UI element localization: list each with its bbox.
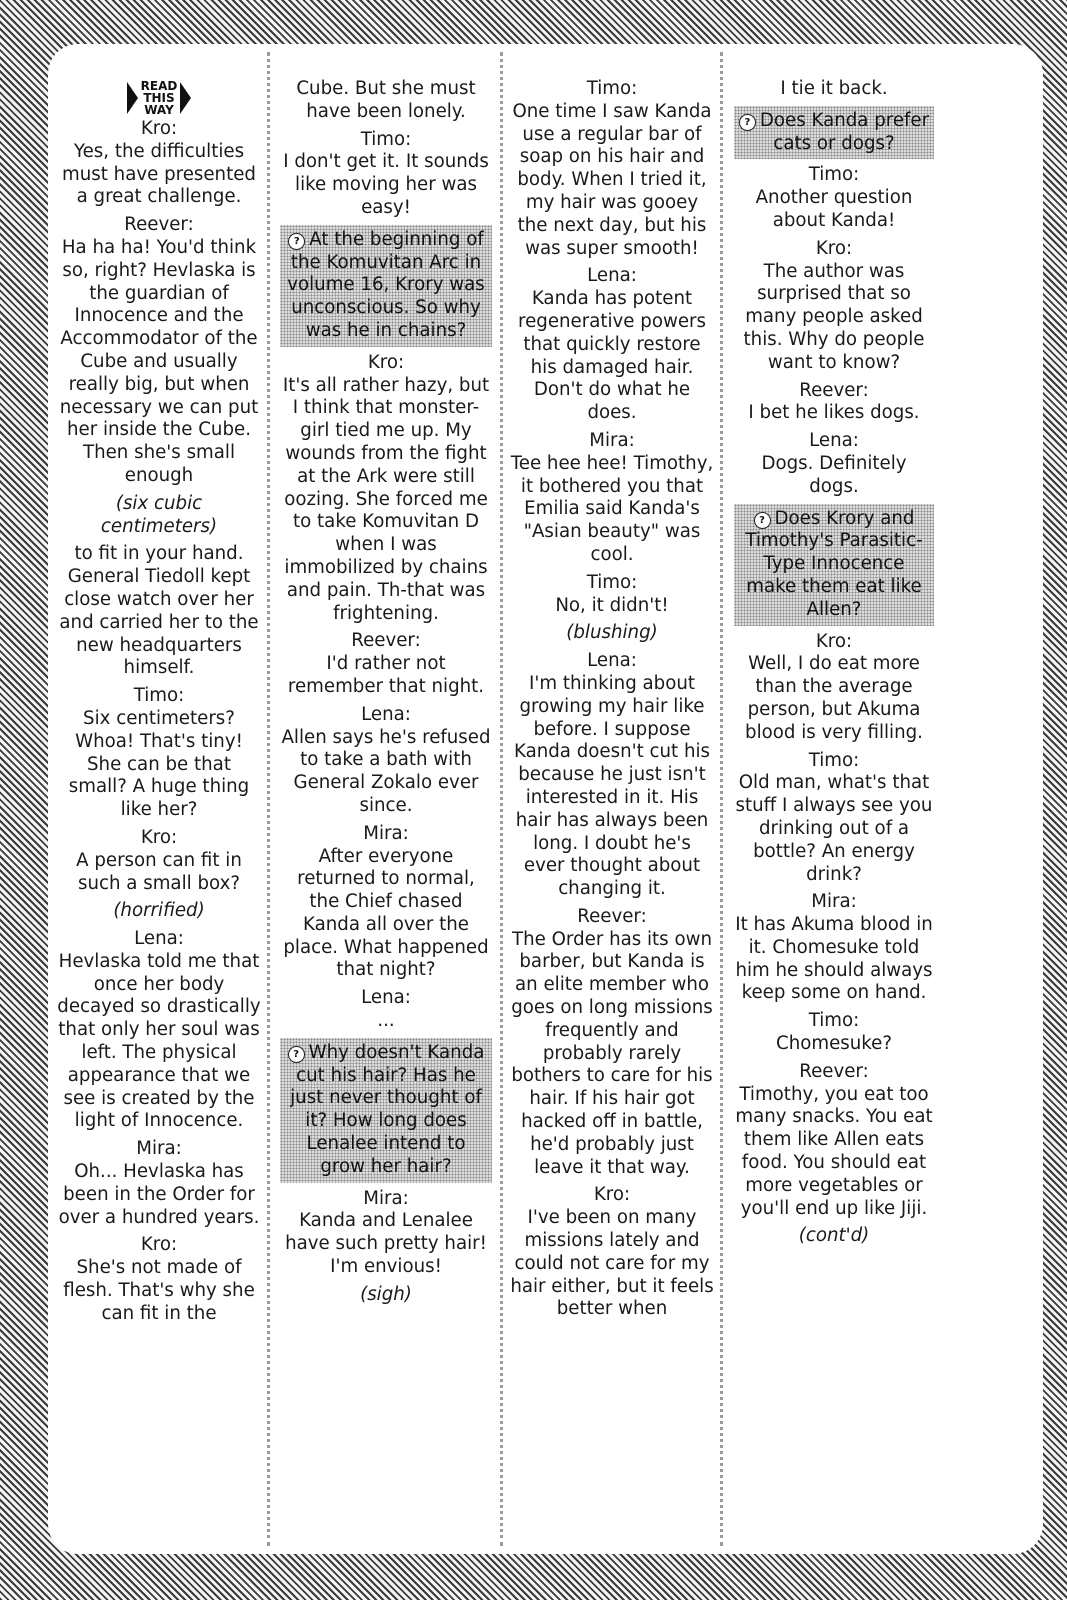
column-divider (720, 52, 723, 1546)
dialogue-text: Oh... Hevlaska has been in the Order for over a hundred years. (58, 1161, 260, 1228)
speaker-label: Kro: (140, 118, 178, 139)
dialogue-text: I've been on many missions lately and could not care for my hair either, but it feels better when (510, 1207, 714, 1320)
dialogue-text: Kanda and Lenalee have such pretty hair! I'm envious! (285, 1210, 487, 1278)
dialogue-text: No, it didn't! (555, 594, 669, 616)
speaker-label: Lena: (134, 928, 184, 950)
speaker-label: Kro: (593, 1184, 631, 1206)
stage-note: (six cubic centimeters) (100, 492, 218, 537)
question-icon: ? (288, 233, 305, 250)
dialogue-text: After everyone returned to normal, the Chief chased Kanda all over the place. What happened that night? (283, 845, 489, 981)
stage-note: (sigh) (360, 1283, 412, 1305)
dialogue-text: Cube. But she must have been lonely. (296, 78, 476, 122)
speaker-label: Lena: (361, 703, 411, 725)
dialogue-text: It's all rather hazy, but I think that monster-girl tied me up. My wounds from the fight at the Ark were still oozing. She forced me to take Komuvitan D when I was immobilized by chains and pain. Th-that was frightening. (282, 374, 490, 624)
read-word: READ (140, 79, 178, 93)
chevron-right-icon (180, 82, 191, 114)
dialogue-text: One time I saw Kanda use a regular bar of soap on his hair and body. When I tried it, my hair was gooey the next day, but his was super smooth! (512, 100, 712, 259)
dialogue-text: I'd rather not remember that night. (287, 653, 485, 697)
dialogue-text: Chomesuke? (776, 1033, 892, 1055)
dialogue-text: It has Akuma blood in it. Chomesuke told him he should always keep some on hand. (735, 914, 933, 1004)
dialogue-text: She's not made of flesh. That's why she can fit in the (63, 1257, 255, 1324)
dialogue-text: Ha ha ha! You'd think so, right? Hevlaska is the guardian of Innocence and the Accommodator of the Cube and usually really big, but when necessary we can put her inside the Cube. Then she's small enough (59, 236, 259, 486)
dialogue-text: Timothy, you eat too many snacks. You eat them like Allen eats food. You should eat more vegetables or you'll end up like Jiji. (735, 1083, 933, 1219)
speaker-label: Kro: (815, 630, 853, 652)
dialogue-text: Another question about Kanda! (755, 187, 913, 231)
dialogue-text: Old man, what's that stuff I always see you drinking out of a bottle? An energy drink? (735, 772, 933, 885)
dialogue-text: Dogs. Definitely dogs. (761, 452, 907, 497)
speaker-label: Mira: (363, 822, 409, 844)
page-panel (48, 44, 1043, 1554)
speaker-label: Reever: (799, 1060, 869, 1082)
speaker-label: Mira: (363, 1187, 409, 1209)
dialogue-text: to fit in your hand. General Tiedoll kept close watch over her and carried her to the new headquarters himself. (59, 543, 259, 679)
column-divider (267, 52, 270, 1546)
speaker-label: Reever: (799, 379, 869, 401)
text-column-4 (734, 78, 934, 1253)
dialogue-text: Six centimeters? Whoa! That's tiny! She can be that small? A huge thing like her? (68, 707, 250, 821)
stage-note: (blushing) (566, 622, 658, 644)
speaker-label: Timo: (360, 128, 412, 150)
dialogue-text: A person can fit in such a small box? (76, 849, 242, 894)
speaker-label: Lena: (361, 987, 411, 1009)
speaker-label: Reever: (124, 214, 194, 236)
dialogue-text: Kanda has potent regenerative powers that quickly restore his damaged hair. Don't do what he does. (518, 288, 706, 424)
reader-question (734, 504, 934, 626)
speaker-label: Lena: (587, 650, 637, 672)
text-column-3 (510, 78, 714, 1326)
question-icon: ? (754, 512, 771, 529)
speaker-label: Timo: (808, 1010, 860, 1032)
column-divider (500, 52, 503, 1546)
dialogue-text: I'm thinking about growing my hair like before. I suppose Kanda doesn't cut his because he just isn't interested in it. His hair has always been long. I doubt he's ever thought about changing it. (513, 672, 711, 900)
text-column-2 (280, 78, 492, 1312)
speaker-label: Reever: (577, 905, 647, 927)
dialogue-text: Well, I do eat more than the average person, but Akuma blood is very filling. (745, 653, 923, 743)
stage-note: (cont'd) (798, 1225, 870, 1247)
dialogue-text: ... (377, 1010, 395, 1032)
chevron-right-icon (127, 82, 138, 114)
read-this-way-marker (56, 80, 262, 116)
this-word: THIS (143, 91, 175, 105)
question-icon: ? (739, 114, 756, 131)
speaker-label: Timo: (808, 164, 860, 186)
read-this-way-label (141, 80, 178, 116)
speaker-label: Timo: (133, 685, 185, 707)
question-text: Does Krory and Timothy's Parasitic-Type Innocence make them eat like Allen? (745, 507, 923, 620)
way-word: WAY (144, 103, 174, 117)
reader-question (280, 1038, 492, 1183)
question-text: Why doesn't Kanda cut his hair? Has he just never thought of it? How long does Lenalee intend to grow her hair? (290, 1041, 485, 1177)
speaker-label: Lena: (587, 265, 637, 287)
speaker-label: Timo: (586, 571, 638, 593)
dialogue-text: The Order has its own barber, but Kanda is an elite member who goes on long missions frequently and probably rarely bothers to care for his hair. If his hair got hacked off in battle, he'd probably just leave it that way. (511, 928, 713, 1178)
speaker-label: Reever: (351, 630, 421, 652)
speaker-label: Mira: (811, 891, 857, 913)
dialogue-text: I bet he likes dogs. (748, 402, 920, 424)
speaker-label: Timo: (586, 78, 638, 99)
speaker-label: Mira: (589, 429, 635, 451)
question-icon: ? (288, 1046, 305, 1063)
stage-note: (horrified) (113, 900, 205, 922)
reader-question (280, 225, 492, 347)
dialogue-text: Yes, the difficulties must have presented a great challenge. (62, 140, 256, 208)
speaker-label: Kro: (367, 351, 405, 373)
dialogue-text: Tee hee hee! Timothy, it bothered you that Emilia said Kanda's "Asian beauty" was cool. (510, 452, 714, 565)
speaker-label: Kro: (140, 826, 178, 848)
text-column-1 (56, 74, 262, 1331)
speaker-label: Kro: (815, 237, 853, 259)
reader-question (734, 106, 934, 160)
dialogue-text: I don't get it. It sounds like moving her was easy! (283, 151, 489, 218)
speaker-label: Kro: (140, 1234, 178, 1256)
dialogue-text: Hevlaska told me that once her body decayed so drastically that only her soul was left. The physical appearance that we see is created by the light of Innocence. (57, 950, 261, 1132)
dialogue-text: The author was surprised that so many people asked this. Why do people want to know? (743, 260, 925, 373)
speaker-label: Timo: (808, 749, 860, 771)
question-text: Does Kanda prefer cats or dogs? (759, 109, 930, 154)
dialogue-text: I tie it back. (780, 78, 888, 99)
dialogue-text: Allen says he's refused to take a bath with General Zokalo ever since. (281, 726, 491, 816)
speaker-label: Mira: (136, 1138, 182, 1160)
question-text: At the beginning of the Komuvitan Arc in volume 16, Krory was unconscious. So why was he in chains? (287, 228, 485, 341)
speaker-label: Lena: (809, 430, 859, 452)
